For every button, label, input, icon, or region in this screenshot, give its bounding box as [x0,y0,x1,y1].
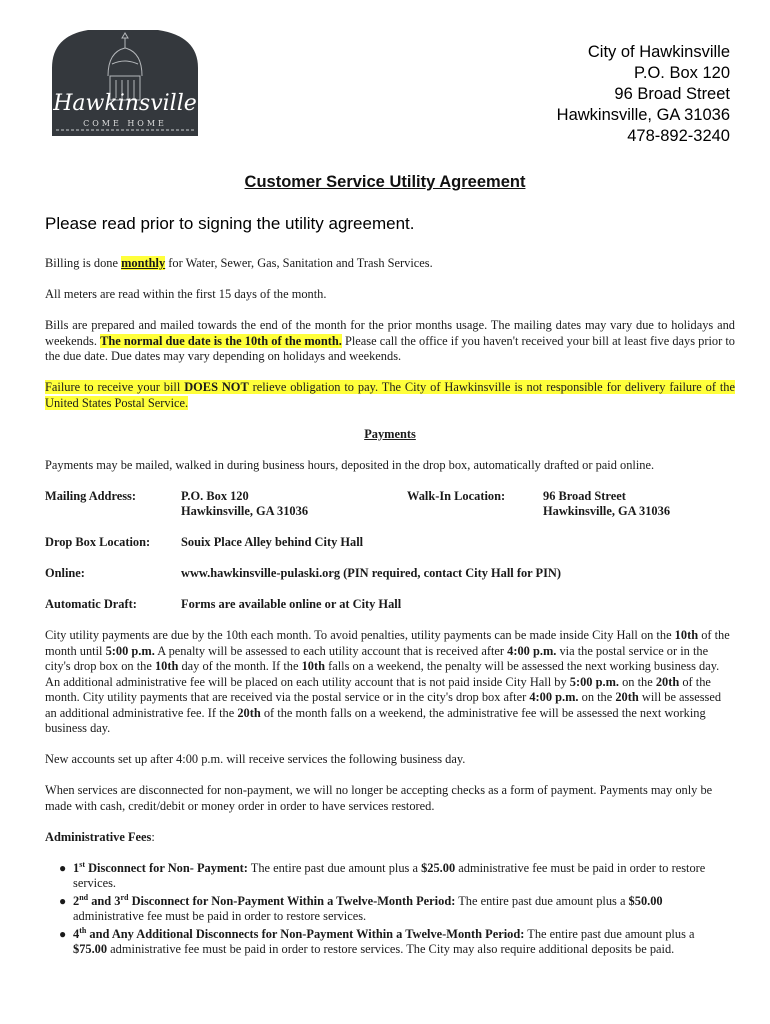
automatic-draft-row [45,597,735,613]
list-item: ● 1st Disconnect for Non- Payment: The entire past due amount plus a $25.00 administrative fee must be paid in order to restore services. [59,859,706,890]
new-accounts-paragraph: New accounts set up after 4:00 p.m. will receive services the following business day. [45,752,466,766]
drop-box-value: Souix Place Alley behind City Hall [181,535,364,549]
due-dates-paragraph: City utility payments are due by the 10th each month. To avoid penalties, utility payments can be made inside City Hall on the 10th of the month until 5:00 p.m. A penalty will be assessed to each utility account that is received after 4:00 p.m. via the postal service or in the city's drop box on the 10th day of the month. If the 10th falls on a weekend, the penalty will be assessed the next working business day. An additional administrative fee will be placed on each utility account that is not paid inside City Hall by 5:00 p.m. on the 20th of the month. City utility payments that are received via the postal service or in the city's drop box after 4:00 p.m. on the 20th will be assessed an additional administrative fee. If the 20th of the month falls on a weekend, the administrative fee will be assessed the next working business day. [45,628,730,735]
disconnect-paragraph: When services are disconnected for non-payment, we will no longer be accepting checks as a form of payment. Payments may only be made with cash, credit/debit or money order in order to have services restored. [45,783,713,813]
due-date-highlight: The normal due date is the 10th of the month. [100,333,342,348]
online-payment-link[interactable]: www.hawkinsville-pulaski.org (PIN required, contact City Hall for PIN) [181,566,561,580]
list-item: ● 4th and Any Additional Disconnects for Non-Payment Within a Twelve-Month Period: The entire past due amount plus a $75.00 administrative fee must be paid in order to restore services. The City may also require additional deposits be paid. [59,925,695,956]
mailing-address-label: Mailing Address: [45,488,136,503]
mailing-address-value: P.O. Box 120 Hawkinsville, GA 31036 [181,488,309,518]
address-line-citystate: Hawkinsville, GA 31036 [556,106,730,124]
failure-paragraph: Failure to receive your bill DOES NOT relieve obligation to pay. The City of Hawkinsville is not responsible for delivery failure of the United States Postal Service. [45,380,735,410]
address-line-street: 96 Broad Street [614,85,730,103]
city-address-block [557,42,730,147]
mailing-address-row [45,489,735,520]
drop-box-row [45,535,735,551]
document-title: Customer Service Utility Agreement [244,173,526,191]
drop-box-label: Drop Box Location: [45,535,151,549]
bullet-icon: ● [59,926,67,941]
address-line-pobox: P.O. Box 120 [633,64,730,82]
address-line-phone: 478-892-3240 [627,127,730,145]
address-line-city: City of Hawkinsville [587,43,730,61]
billing-paragraph: Billing is done monthly for Water, Sewer, Gas, Sanitation and Trash Services. [45,256,433,270]
admin-fees-heading: Administrative Fees: [45,829,155,844]
admin-fees-list [45,861,735,958]
city-logo [38,18,208,162]
logo-wordmark: Hawkinsville [53,91,197,116]
bills-paragraph: Bills are prepared and mailed towards the end of the month for the prior months usage. The mailing dates may vary due to holidays and weekends. The normal due date is the 10th of the month. Please call the office if you haven't received your bill at least five days prior to the due date. Due dates may vary depending on holidays and weekends. [45,318,735,363]
monthly-highlight: monthly [121,256,166,270]
agreement-body [45,256,735,960]
automatic-draft-label: Automatic Draft: [45,597,137,611]
walkin-location-value: 96 Broad Street Hawkinsville, GA 31036 [543,488,671,518]
bullet-icon: ● [59,860,67,875]
city-hall-dome-logo-icon [38,18,208,162]
online-label: Online: [45,566,85,580]
logo-tagline: COME HOME [83,119,167,128]
automatic-draft-value: Forms are available online or at City Hall [181,597,402,611]
bullet-icon: ● [59,893,67,908]
list-item: ● 2nd and 3rd Disconnect for Non-Payment Within a Twelve-Month Period: The entire past due amount plus a $50.00 administrative fee must be paid in order to restore services. [59,892,663,923]
payments-intro: Payments may be mailed, walked in during business hours, deposited in the drop box, automatically drafted or paid online. [45,457,655,472]
online-row [45,566,735,582]
payments-heading: Payments [364,426,416,441]
walkin-location-label: Walk-In Location: [407,488,506,503]
intro-line: Please read prior to signing the utility agreement. [45,214,415,233]
meters-paragraph: All meters are read within the first 15 days of the month. [45,287,327,301]
